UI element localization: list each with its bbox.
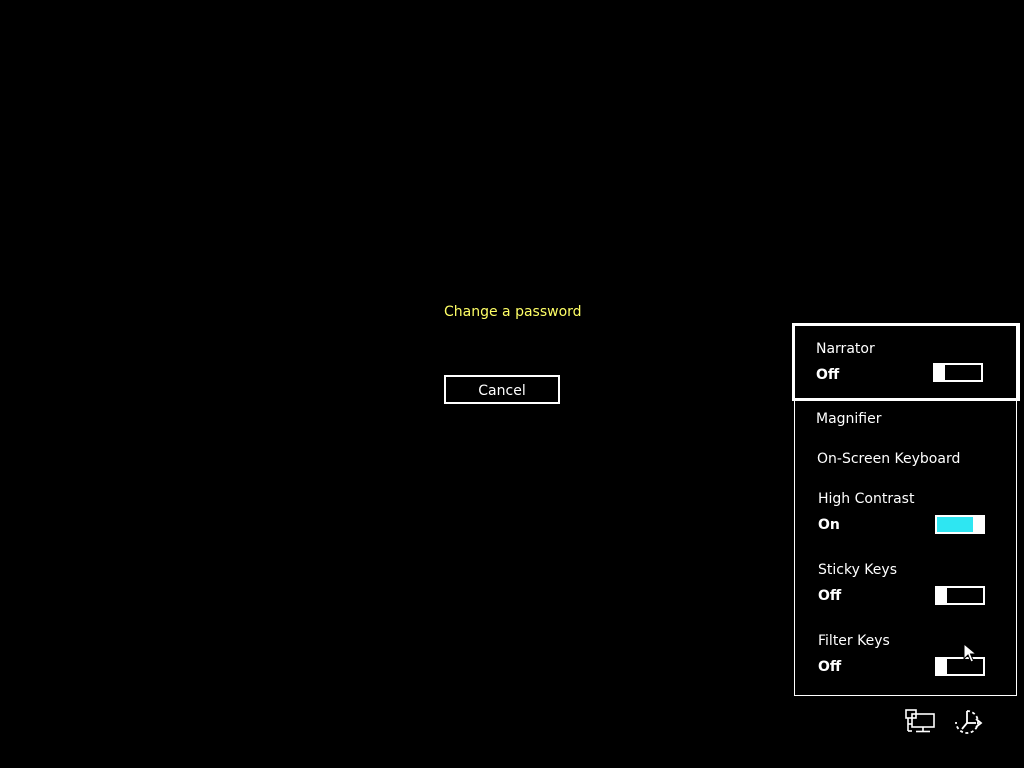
narrator-toggle[interactable] (933, 363, 983, 382)
narrator-label: Narrator (816, 341, 875, 357)
change-password-link[interactable]: Change a password (444, 304, 582, 320)
magnifier-item[interactable] (795, 407, 1018, 437)
narrator-state: Off (816, 367, 840, 383)
ease-of-access-menu (794, 324, 1017, 696)
toggle-thumb (973, 517, 983, 532)
high-contrast-item[interactable] (795, 487, 1018, 553)
toggle-thumb (937, 659, 947, 674)
magnifier-label: Magnifier (816, 411, 882, 427)
high-contrast-toggle[interactable] (935, 515, 985, 534)
filter-keys-toggle[interactable] (935, 657, 985, 676)
sticky-keys-state: Off (818, 588, 842, 604)
filter-keys-state: Off (818, 659, 842, 675)
toggle-thumb (937, 588, 947, 603)
sticky-keys-toggle[interactable] (935, 586, 985, 605)
on-screen-keyboard-label: On-Screen Keyboard (817, 451, 961, 467)
ease-of-access-icon[interactable] (950, 708, 982, 736)
on-screen-keyboard-item[interactable] (795, 447, 1018, 477)
high-contrast-state: On (818, 517, 840, 533)
narrator-item[interactable] (792, 323, 1020, 401)
high-contrast-label: High Contrast (818, 491, 915, 507)
toggle-thumb (935, 365, 945, 380)
cancel-button[interactable]: Cancel (444, 375, 560, 404)
mouse-pointer-icon (963, 643, 977, 663)
filter-keys-item[interactable] (795, 629, 1018, 695)
sticky-keys-label: Sticky Keys (818, 562, 897, 578)
sticky-keys-item[interactable] (795, 558, 1018, 624)
toggle-fill (937, 517, 973, 532)
filter-keys-label: Filter Keys (818, 633, 890, 649)
network-icon[interactable] (904, 708, 936, 736)
